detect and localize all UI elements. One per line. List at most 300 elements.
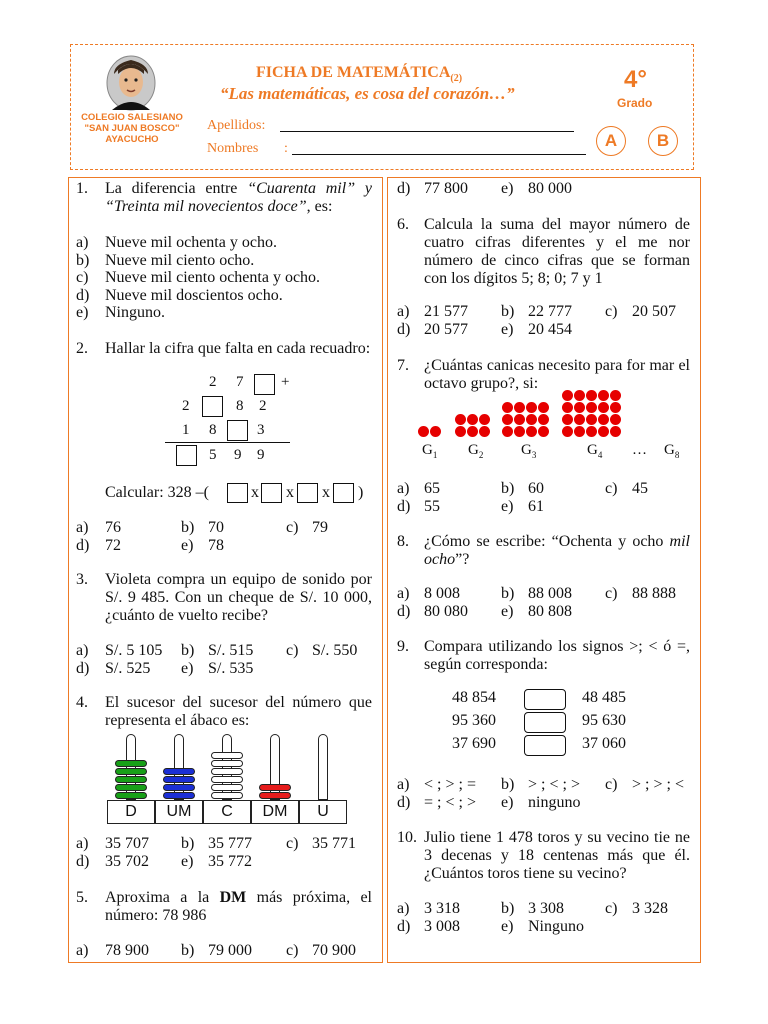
option-text: 88 888 (632, 585, 676, 602)
option-a[interactable] (397, 900, 460, 918)
option-letter: b) (501, 585, 515, 602)
option-c[interactable] (605, 480, 648, 498)
option-b[interactable] (76, 252, 255, 270)
option-text: 60 (528, 480, 544, 497)
option-e[interactable] (501, 603, 572, 621)
abacus-bead (163, 784, 195, 791)
option-e[interactable] (501, 321, 572, 339)
option-text: Nueve mil ciento ocho. (105, 252, 255, 269)
compare-right: 95 630 (582, 712, 626, 729)
question-number: 7. (397, 357, 409, 374)
question-text (424, 533, 690, 569)
question-number: 2. (76, 340, 88, 357)
option-text: 35 772 (208, 853, 252, 870)
option-d[interactable] (397, 603, 468, 621)
option-text: Nueve mil ochenta y ocho. (105, 234, 277, 251)
calc-box[interactable] (297, 483, 318, 503)
option-a[interactable] (76, 835, 149, 853)
option-c[interactable] (286, 942, 356, 960)
option-b[interactable] (501, 585, 572, 603)
sum-line (165, 442, 290, 443)
digit: 8 (209, 422, 217, 438)
option-text: 80 000 (528, 180, 572, 197)
comparison-table (452, 689, 652, 759)
marble (502, 402, 513, 413)
option-text: 3 308 (528, 900, 564, 917)
option-letter: b) (501, 900, 515, 917)
question-text (105, 889, 372, 925)
option-letter: c) (605, 776, 618, 793)
question-text: El sucesor del sucesor del número que representa el ábaco es: (105, 694, 372, 729)
marble (467, 426, 478, 437)
digit: 9 (257, 447, 265, 463)
option-a[interactable] (76, 642, 163, 660)
option-b[interactable] (181, 835, 252, 853)
option-letter: c) (76, 269, 89, 286)
apellidos-label: Apellidos: (207, 118, 266, 133)
option-d[interactable] (397, 321, 468, 339)
question-number: 10. (397, 829, 417, 846)
marble (610, 402, 621, 413)
addition-problem (160, 372, 300, 472)
option-text: Nueve mil ciento ochenta y ocho. (105, 269, 321, 286)
option-a[interactable] (397, 303, 468, 321)
marble (502, 426, 513, 437)
digit: 2 (259, 398, 267, 414)
option-text: 20 577 (424, 321, 468, 338)
option-text: 70 (208, 519, 224, 536)
option-c[interactable] (286, 519, 328, 537)
compare-sign-box[interactable] (524, 735, 566, 756)
option-letter: d) (397, 603, 411, 620)
option-b[interactable] (501, 480, 544, 498)
digit: 3 (257, 422, 265, 438)
option-letter: d) (76, 537, 90, 554)
marble (455, 426, 466, 437)
option-text: 22 777 (528, 303, 572, 320)
option-e[interactable] (501, 180, 572, 198)
option-text: 21 577 (424, 303, 468, 320)
option-text: Ninguno (528, 918, 584, 935)
calc-box[interactable] (333, 483, 354, 503)
calc-text: Calcular: 328 –( (105, 484, 209, 501)
option-c[interactable] (605, 900, 668, 918)
marble (538, 414, 549, 425)
option-e[interactable] (76, 304, 165, 322)
question-text-pre: La diferencia entre (105, 180, 248, 197)
calc-box[interactable] (227, 483, 248, 503)
option-d[interactable] (397, 918, 460, 936)
option-d[interactable] (397, 498, 440, 516)
option-letter: e) (181, 537, 194, 554)
option-letter: a) (76, 835, 89, 852)
question-text-pre: Aproxima a la (105, 889, 220, 906)
marble (455, 414, 466, 425)
option-d[interactable] (76, 537, 121, 555)
question-text-italic: mil ocho (424, 533, 690, 568)
compare-sign-box[interactable] (524, 689, 566, 710)
abacus-bead (259, 792, 291, 799)
option-letter: b) (181, 519, 195, 536)
option-text: 61 (528, 498, 544, 515)
compare-left: 37 690 (452, 735, 496, 752)
option-c[interactable] (605, 585, 676, 603)
motto: “Las matemáticas, es cosa del corazón…” (220, 84, 515, 103)
digit: 9 (234, 447, 242, 463)
plus-sign: + (281, 374, 290, 390)
option-text: 80 080 (424, 603, 468, 620)
abacus-bead (115, 768, 147, 775)
option-a[interactable] (76, 942, 149, 960)
option-c[interactable] (605, 776, 684, 794)
option-text: = ; < ; > (424, 794, 476, 811)
calculation-line (105, 484, 375, 506)
option-text: 45 (632, 480, 648, 497)
group-label-g3: $G_3$ (521, 442, 537, 460)
digit: 2 (209, 374, 217, 390)
option-letter: b) (501, 480, 515, 497)
option-letter: c) (605, 900, 618, 917)
question-number: 1. (76, 180, 88, 197)
option-letter: c) (286, 519, 299, 536)
option-e[interactable] (501, 498, 544, 516)
option-e[interactable] (181, 853, 252, 871)
marble (562, 426, 573, 437)
marble (574, 390, 585, 401)
option-b[interactable] (181, 942, 252, 960)
option-text: 35 771 (312, 835, 356, 852)
question-text: Compara utilizando los signos >; < ó =, según corresponda: (424, 638, 690, 673)
option-text: 8 008 (424, 585, 460, 602)
abacus-bead (115, 776, 147, 783)
school-name-line1: COLEGIO SALESIANO (81, 112, 183, 123)
option-text: 77 800 (424, 180, 468, 197)
abacus-bead (115, 760, 147, 767)
option-letter: a) (397, 776, 410, 793)
grade-label: Grado (617, 96, 653, 110)
option-letter: e) (501, 180, 514, 197)
grade-number: 4° (624, 66, 647, 93)
option-letter: a) (397, 303, 410, 320)
abacus (107, 734, 347, 824)
abacus-bead (211, 760, 243, 767)
option-text: 79 (312, 519, 328, 536)
abacus-bead (211, 792, 243, 799)
option-a[interactable] (397, 585, 460, 603)
question-text-post: más próxima, el número: 78 986 (105, 889, 372, 924)
option-text: 80 808 (528, 603, 572, 620)
option-letter: e) (501, 794, 514, 811)
abacus-place-label: DM (251, 800, 299, 824)
marble (586, 390, 597, 401)
option-letter: a) (76, 234, 89, 251)
question-number: 4. (76, 694, 88, 711)
option-text: S/. 550 (312, 642, 358, 659)
option-e[interactable] (181, 537, 224, 555)
abacus-bead (163, 768, 195, 775)
option-text: > ; < ; > (528, 776, 580, 793)
abacus-bead (163, 776, 195, 783)
option-letter: a) (76, 642, 89, 659)
abacus-place-label: C (203, 800, 251, 824)
question-number: 5. (76, 889, 88, 906)
marble (598, 426, 609, 437)
times-sign: x (286, 484, 294, 501)
marble (418, 426, 429, 437)
marble (574, 414, 585, 425)
option-letter: e) (76, 304, 89, 321)
option-text: > ; > ; < (632, 776, 684, 793)
option-e[interactable] (501, 918, 584, 936)
option-letter: d) (76, 287, 90, 304)
option-letter: c) (605, 303, 618, 320)
option-text: Ninguno. (105, 304, 165, 321)
marble (586, 426, 597, 437)
marble (562, 390, 573, 401)
marble (514, 402, 525, 413)
times-sign: x (322, 484, 330, 501)
option-letter: d) (397, 321, 411, 338)
option-letter: c) (286, 942, 299, 959)
option-text: S/. 535 (208, 660, 254, 677)
option-e[interactable] (501, 794, 581, 812)
compare-left: 95 360 (452, 712, 496, 729)
option-letter: e) (501, 498, 514, 515)
school-name-line3: AYACUCHO (105, 134, 159, 145)
option-letter: b) (181, 835, 195, 852)
option-letter: d) (397, 498, 411, 515)
option-letter: a) (76, 519, 89, 536)
page-title-text: FICHA DE MATEMÁTICA (256, 64, 451, 81)
abacus-place-label: U (299, 800, 347, 824)
option-text: 20 454 (528, 321, 572, 338)
marble (526, 426, 537, 437)
option-text: Nueve mil doscientos ocho. (105, 287, 283, 304)
option-d[interactable] (397, 794, 476, 812)
question-text-post: ”? (455, 551, 470, 568)
marble (562, 414, 573, 425)
abacus-bead (115, 784, 147, 791)
option-letter: b) (181, 942, 195, 959)
question-text: ¿Cuántas canicas necesito para for mar el octavo grupo?, si: (424, 357, 690, 392)
option-letter: d) (76, 853, 90, 870)
option-b[interactable] (501, 303, 572, 321)
question-text: Violeta compra un equipo de sonido por S/. 9 485. Con un cheque de S/. 10 000, ¿cuánto de vuelto recibe? (105, 571, 372, 624)
option-text: S/. 5 105 (105, 642, 163, 659)
option-a[interactable] (397, 480, 440, 498)
option-letter: b) (501, 303, 515, 320)
option-text: 88 008 (528, 585, 572, 602)
marble (502, 414, 513, 425)
question-text: Hallar la cifra que falta en cada recuadro: (105, 340, 371, 357)
group-label-g4: $G_4$ (587, 442, 603, 460)
section-a-option[interactable]: A (596, 126, 626, 156)
marble-groups (410, 398, 700, 468)
option-a[interactable] (76, 519, 121, 537)
option-letter: d) (397, 794, 411, 811)
missing-digit-box[interactable] (176, 445, 197, 466)
school-logo (104, 54, 158, 112)
option-d[interactable] (76, 853, 149, 871)
nombres-field[interactable] (292, 154, 586, 155)
marble (467, 414, 478, 425)
marble (514, 426, 525, 437)
option-a[interactable] (397, 776, 476, 794)
option-text: 35 707 (105, 835, 149, 852)
option-text: S/. 525 (105, 660, 151, 677)
option-letter: a) (397, 900, 410, 917)
school-name-line2: "SAN JUAN BOSCO" (84, 123, 180, 134)
question-text-pre: ¿Cómo se escribe: “Ochenta y ocho (424, 533, 670, 550)
option-letter: d) (397, 918, 411, 935)
missing-digit-box[interactable] (202, 396, 223, 417)
marble (610, 426, 621, 437)
compare-right: 37 060 (582, 735, 626, 752)
abacus-rod (318, 734, 328, 800)
digit: 7 (236, 374, 244, 390)
option-text: 35 777 (208, 835, 252, 852)
marble (538, 426, 549, 437)
option-b[interactable] (501, 776, 580, 794)
option-letter: b) (181, 642, 195, 659)
question-text: Julio tiene 1 478 toros y su vecino tie ne 3 decenas y 18 centenas más que él. ¿Cuántos toros tiene su vecino? (424, 829, 690, 882)
question-number: 6. (397, 216, 409, 233)
option-b[interactable] (181, 642, 254, 660)
option-text: 55 (424, 498, 440, 515)
option-c[interactable] (605, 303, 676, 321)
group-label-g2: $G_2$ (468, 442, 484, 460)
option-c[interactable] (286, 642, 358, 660)
digit: 2 (182, 398, 190, 414)
question-number: 9. (397, 638, 409, 655)
option-d[interactable] (76, 287, 283, 305)
option-c[interactable] (286, 835, 356, 853)
section-b-option[interactable]: B (648, 126, 678, 156)
option-text: 72 (105, 537, 121, 554)
abacus-bead (211, 752, 243, 759)
option-text: < ; > ; = (424, 776, 476, 793)
question-text-bold: DM (219, 889, 247, 906)
abacus-place-label: D (107, 800, 155, 824)
times-sign: x (251, 484, 259, 501)
compare-sign-box[interactable] (524, 712, 566, 733)
group-label-ellipsis: … (632, 442, 647, 458)
option-letter: a) (76, 942, 89, 959)
option-text: 65 (424, 480, 440, 497)
calc-paren: ) (358, 484, 364, 501)
abacus-bead (211, 784, 243, 791)
option-text: 35 702 (105, 853, 149, 870)
apellidos-field[interactable] (280, 131, 574, 132)
marble (514, 414, 525, 425)
option-letter: b) (501, 776, 515, 793)
option-text: 79 000 (208, 942, 252, 959)
option-d[interactable] (397, 180, 468, 198)
marble (574, 402, 585, 413)
marble (526, 402, 537, 413)
option-text: 3 328 (632, 900, 668, 917)
option-letter: c) (605, 480, 618, 497)
marble (598, 414, 609, 425)
abacus-bead (211, 776, 243, 783)
abacus-bead (163, 792, 195, 799)
missing-digit-box[interactable] (254, 374, 275, 395)
option-letter: e) (181, 660, 194, 677)
option-a[interactable] (76, 234, 277, 252)
marble (574, 426, 585, 437)
question-text-post: , es: (306, 198, 333, 215)
page-title (256, 64, 462, 84)
option-e[interactable] (181, 660, 254, 678)
marble (479, 414, 490, 425)
marble (538, 402, 549, 413)
digit: 8 (236, 398, 244, 414)
question-text (105, 180, 372, 216)
marble (598, 402, 609, 413)
missing-digit-box[interactable] (227, 420, 248, 441)
option-letter: e) (501, 321, 514, 338)
question-number: 8. (397, 533, 409, 550)
option-text: 76 (105, 519, 121, 536)
calc-box[interactable] (261, 483, 282, 503)
nombres-label: Nombres (207, 141, 259, 156)
marble (598, 390, 609, 401)
option-letter: c) (605, 585, 618, 602)
abacus-bead (115, 792, 147, 799)
marble (430, 426, 441, 437)
marble (526, 414, 537, 425)
nombres-colon: : (284, 141, 288, 156)
option-d[interactable] (76, 660, 151, 678)
option-b[interactable] (501, 900, 564, 918)
option-text: 3 318 (424, 900, 460, 917)
option-letter: c) (286, 835, 299, 852)
group-label-g8: $G_8$ (664, 442, 680, 460)
question-number: 3. (76, 571, 88, 588)
page-title-sub: (2) (450, 73, 463, 85)
compare-left: 48 854 (452, 689, 496, 706)
digit: 5 (209, 447, 217, 463)
abacus-place-label: UM (155, 800, 203, 824)
option-c[interactable] (76, 269, 321, 287)
option-text: S/. 515 (208, 642, 254, 659)
option-letter: e) (181, 853, 194, 870)
option-text: 3 008 (424, 918, 460, 935)
option-text: 20 507 (632, 303, 676, 320)
abacus-bead (211, 768, 243, 775)
school-name (78, 112, 186, 145)
marble (610, 414, 621, 425)
option-text: ninguno (528, 794, 581, 811)
option-letter: c) (286, 642, 299, 659)
abacus-bead (259, 784, 291, 791)
option-letter: e) (501, 603, 514, 620)
option-b[interactable] (181, 519, 224, 537)
option-letter: d) (397, 180, 411, 197)
marble (610, 390, 621, 401)
question-text: Calcula la suma del mayor número de cuatro cifras diferentes y el me nor número de cinco cifras que se forman con los dígitos 5; 8; 0; 7 y 1 (424, 216, 690, 287)
digit: 1 (182, 422, 190, 438)
group-label-g1: $G_1$ (422, 442, 438, 460)
option-letter: a) (397, 585, 410, 602)
option-letter: b) (76, 252, 90, 269)
option-text: 78 900 (105, 942, 149, 959)
compare-right: 48 485 (582, 689, 626, 706)
marble (586, 414, 597, 425)
option-text: 78 (208, 537, 224, 554)
option-letter: e) (501, 918, 514, 935)
option-letter: d) (76, 660, 90, 677)
